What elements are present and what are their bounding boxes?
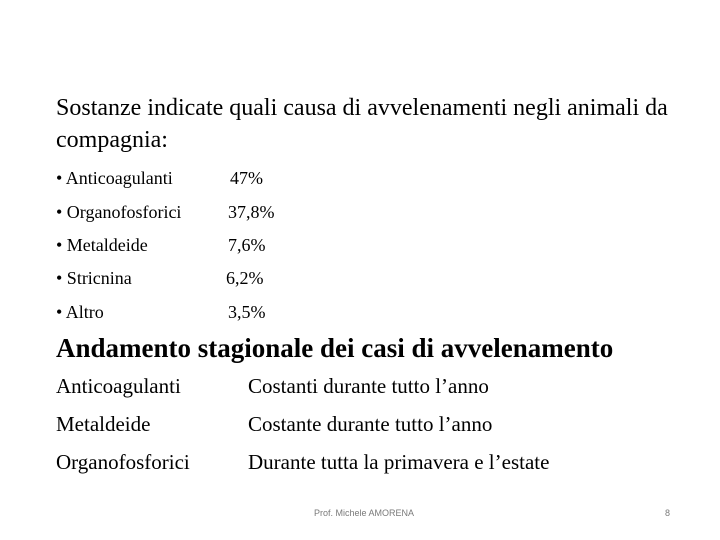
seasonal-substance: Metaldeide	[56, 412, 151, 436]
substance-label: • Organofosforici	[56, 202, 182, 222]
substance-percentage: 47%	[230, 168, 263, 188]
footer-author: Prof. Michele AMORENA	[314, 508, 415, 518]
seasonal-pattern: Costanti durante tutto l’anno	[248, 374, 489, 398]
page-number: 8	[664, 508, 670, 518]
substance-label: • Anticoagulanti	[56, 168, 173, 188]
seasonal-row-metaldeide	[56, 410, 696, 438]
seasonal-section-title: Andamento stagionale dei casi di avvelenamento	[56, 333, 614, 363]
substance-percentage: 3,5%	[228, 302, 266, 322]
seasonal-substance: Organofosforici	[56, 450, 190, 474]
seasonal-pattern: Durante tutta la primavera e l’estate	[248, 450, 550, 474]
substance-percentage: 7,6%	[228, 235, 266, 255]
substance-row-altro	[56, 300, 476, 324]
substance-row-metaldeide	[56, 233, 476, 257]
seasonal-row-organofosforici	[56, 448, 696, 476]
seasonal-row-anticoagulanti	[56, 372, 696, 400]
substance-percentage: 6,2%	[226, 268, 264, 288]
substance-label: • Altro	[56, 302, 104, 322]
substance-label: • Stricnina	[56, 268, 132, 288]
slide-heading: Sostanze indicate quali causa di avvelenamenti negli animali da compagnia:	[56, 95, 668, 153]
substance-row-stricnina	[56, 266, 476, 290]
seasonal-substance: Anticoagulanti	[56, 374, 181, 398]
seasonal-pattern: Costante durante tutto l’anno	[248, 412, 493, 436]
substance-percentage: 37,8%	[228, 202, 275, 222]
substance-row-anticoagulanti	[56, 166, 476, 190]
substance-label: • Metaldeide	[56, 235, 148, 255]
substance-row-organofosforici	[56, 200, 476, 224]
